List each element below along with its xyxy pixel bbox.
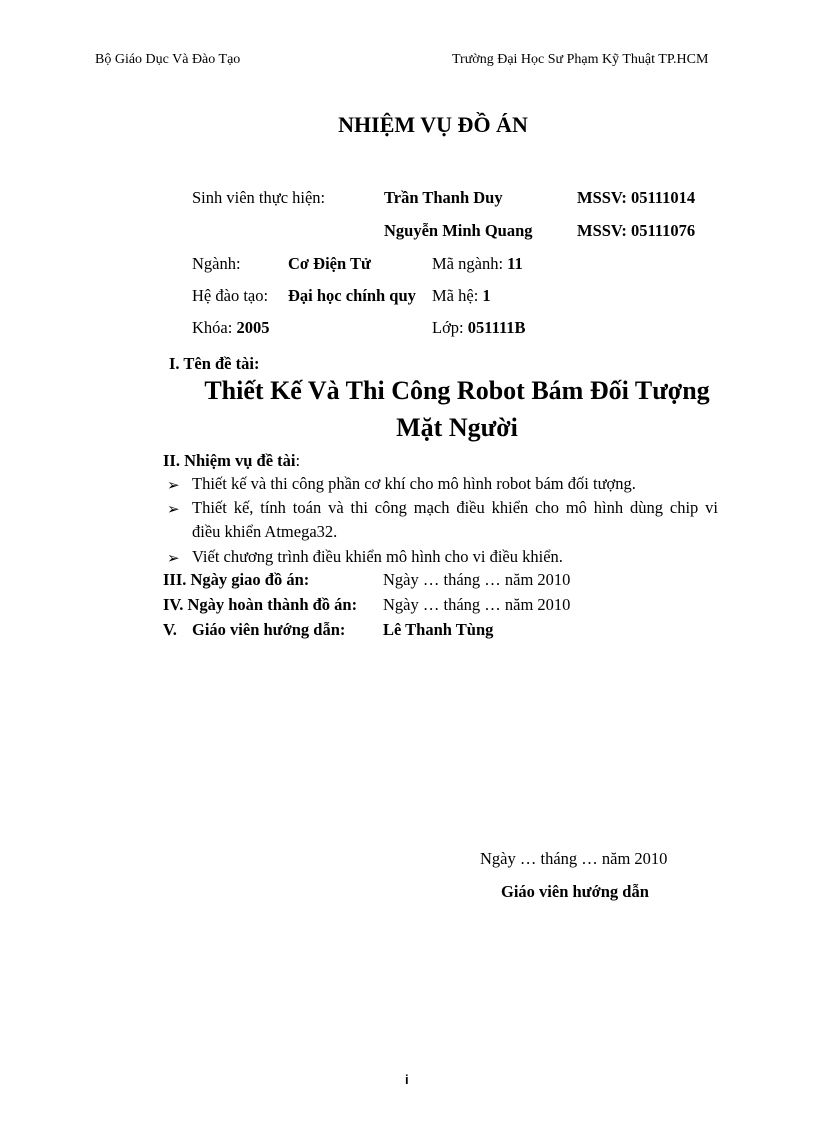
section-2-heading-row xyxy=(163,451,300,471)
section-5-heading: Giáo viên hướng dẫn: xyxy=(192,620,346,639)
signature-role: Giáo viên hướng dẫn xyxy=(501,882,649,901)
bullet-arrow-icon: ➢ xyxy=(167,478,180,494)
lop-label: Lớp: xyxy=(432,318,464,337)
section-3-heading: III. Ngày giao đồ án: xyxy=(163,570,310,589)
ma-he-value: 1 xyxy=(482,286,491,305)
section-5-value: Lê Thanh Tùng xyxy=(383,620,494,639)
khoa xyxy=(192,318,269,338)
he-label: Hệ đào tạo: xyxy=(192,286,269,305)
topic-line-2: Mặt Người xyxy=(396,413,518,442)
topic-line-1: Thiết Kế Và Thi Công Robot Bám Đối Tượng xyxy=(204,376,710,405)
ma-nganh-label: Mã ngành: xyxy=(432,254,504,273)
ma-nganh xyxy=(432,254,523,274)
section-4-value: Ngày … tháng … năm 2010 xyxy=(383,595,571,614)
header-left: Bộ Giáo Dục Và Đào Tạo xyxy=(95,52,241,67)
lop xyxy=(432,318,526,338)
bullet-arrow-icon: ➢ xyxy=(167,551,180,567)
student-mssv-1: MSSV: 05111014 xyxy=(577,188,696,207)
ma-he-label: Mã hệ: xyxy=(432,286,479,305)
bullet-arrow-icon: ➢ xyxy=(167,502,180,518)
section-2-heading: II. Nhiệm vụ đề tài xyxy=(163,451,296,470)
page-number: i xyxy=(405,1072,409,1087)
ma-nganh-value: 11 xyxy=(507,254,523,273)
nganh-value: Cơ Điện Tử xyxy=(288,254,371,273)
section-5-number: V. xyxy=(163,620,177,639)
section-3-value: Ngày … tháng … năm 2010 xyxy=(383,570,571,589)
khoa-label: Khóa: xyxy=(192,318,233,337)
students-label: Sinh viên thực hiện: xyxy=(192,188,326,207)
student-name-2: Nguyễn Minh Quang xyxy=(384,221,533,240)
nganh-label: Ngành: xyxy=(192,254,241,273)
khoa-value: 2005 xyxy=(236,318,270,337)
task-item-2-cont: điều khiển Atmega32. xyxy=(192,522,338,541)
he-value: Đại học chính quy xyxy=(288,286,416,305)
section-4-heading: IV. Ngày hoàn thành đồ án: xyxy=(163,595,358,614)
signature-date: Ngày … tháng … năm 2010 xyxy=(480,849,668,868)
student-mssv-2: MSSV: 05111076 xyxy=(577,221,696,240)
section-1-heading: I. Tên đề tài: xyxy=(169,354,260,373)
lop-value: 051111B xyxy=(467,318,526,337)
student-name-1: Trần Thanh Duy xyxy=(384,188,503,207)
task-item-3: Viết chương trình điều khiển mô hình cho vi điều khiển. xyxy=(192,547,563,566)
task-item-1: Thiết kế và thi công phần cơ khí cho mô hình robot bám đối tượng. xyxy=(192,474,636,493)
ma-he xyxy=(432,286,491,306)
section-2-colon: : xyxy=(295,451,301,470)
header-right: Trường Đại Học Sư Phạm Kỹ Thuật TP.HCM xyxy=(452,52,709,67)
task-item-2: Thiết kế, tính toán và thi công mạch điều khiển cho mô hình dùng chip vi xyxy=(192,498,718,517)
page-title: NHIỆM VỤ ĐỒ ÁN xyxy=(338,112,528,137)
